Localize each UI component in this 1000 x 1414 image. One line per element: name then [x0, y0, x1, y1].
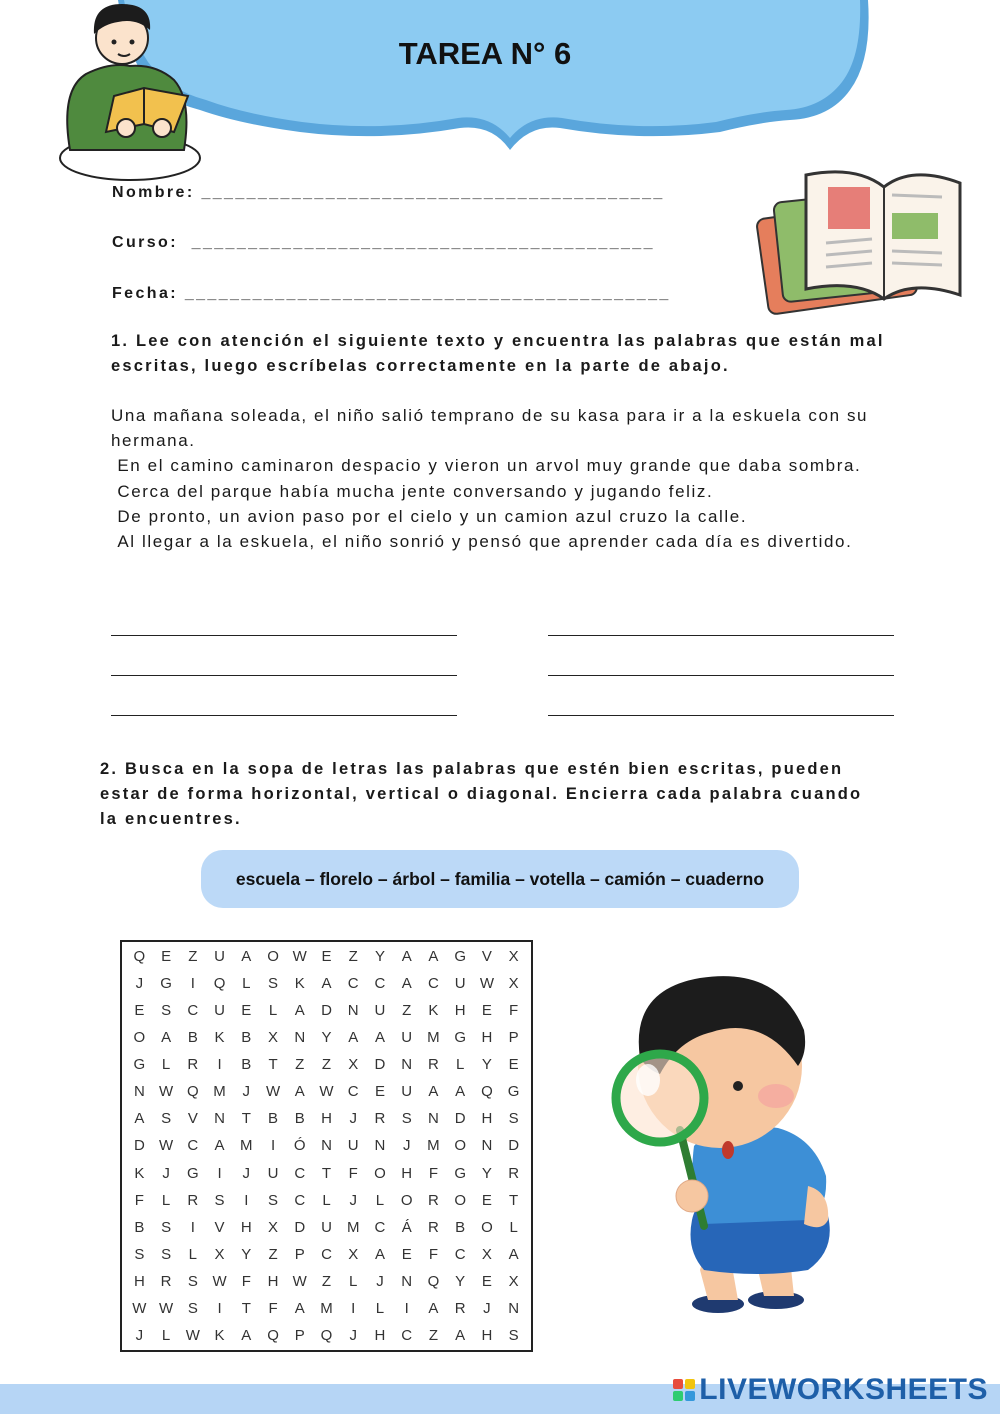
grid-letter[interactable]: H	[133, 1272, 145, 1290]
date-line[interactable]: ___________________________________________	[184, 285, 671, 302]
word-search-grid[interactable]	[120, 940, 533, 1352]
grid-letter[interactable]: H	[481, 1029, 493, 1047]
grid-letter[interactable]: Z	[321, 1272, 332, 1290]
grid-letter[interactable]: R	[187, 1056, 199, 1074]
grid-letter[interactable]: F	[134, 1191, 144, 1209]
grid-letter[interactable]: S	[187, 1272, 198, 1290]
grid-letter[interactable]: N	[321, 1137, 332, 1155]
grid-letter[interactable]: C	[187, 1002, 199, 1020]
grid-letter[interactable]: M	[213, 1083, 226, 1101]
grid-letter[interactable]: S	[268, 1191, 279, 1209]
answer-line[interactable]	[548, 675, 894, 676]
grid-letter[interactable]: C	[374, 1218, 386, 1236]
grid-letter[interactable]: M	[427, 1029, 440, 1047]
grid-letter[interactable]: A	[348, 1029, 359, 1047]
grid-letter[interactable]: S	[161, 1245, 172, 1263]
grid-letter[interactable]: W	[265, 1083, 281, 1101]
grid-letter[interactable]: H	[481, 1110, 493, 1128]
grid-letter[interactable]: B	[187, 1029, 198, 1047]
grid-letter[interactable]: M	[320, 1299, 333, 1317]
grid-letter[interactable]: H	[401, 1164, 413, 1182]
grid-letter[interactable]: S	[161, 1110, 172, 1128]
grid-letter[interactable]: U	[321, 1218, 332, 1236]
story-paragraph: En el camino caminaron despacio y vieron un arvol muy grande que daba sombra.	[111, 456, 862, 476]
grid-letter[interactable]: B	[294, 1110, 305, 1128]
grid-letter[interactable]: G	[507, 1083, 520, 1101]
grid-letter[interactable]: Z	[348, 948, 358, 966]
course-line[interactable]: _________________________________________	[191, 234, 655, 251]
grid-letter[interactable]: N	[347, 1002, 359, 1020]
grid-letter[interactable]: R	[508, 1164, 520, 1182]
grid-letter[interactable]: N	[294, 1029, 306, 1047]
grid-letter[interactable]: I	[351, 1299, 356, 1317]
grid-letter[interactable]: A	[374, 1029, 385, 1047]
grid-letter[interactable]: A	[161, 1029, 172, 1047]
grid-letter[interactable]: G	[454, 948, 466, 966]
grid-letter[interactable]: H	[374, 1326, 386, 1344]
grid-letter[interactable]: O	[481, 1218, 493, 1236]
grid-letter[interactable]: N	[133, 1083, 145, 1101]
grid-letter[interactable]: U	[401, 1083, 413, 1101]
liveworksheets-icon	[673, 1379, 695, 1401]
answer-line[interactable]	[111, 675, 457, 676]
grid-letter[interactable]: A	[428, 1083, 439, 1101]
grid-letter[interactable]: T	[241, 1110, 251, 1128]
grid-letter[interactable]: F	[241, 1272, 251, 1290]
grid-letter[interactable]: U	[267, 1164, 279, 1182]
grid-letter[interactable]: D	[454, 1110, 466, 1128]
grid-letter[interactable]: A	[321, 975, 332, 993]
grid-letter[interactable]: K	[214, 1029, 225, 1047]
answer-line[interactable]	[548, 715, 894, 716]
grid-letter[interactable]: Q	[213, 975, 226, 993]
grid-letter[interactable]: Y	[321, 1029, 332, 1047]
grid-letter[interactable]: H	[454, 1002, 466, 1020]
grid-letter[interactable]: P	[294, 1245, 305, 1263]
grid-letter[interactable]: N	[401, 1056, 413, 1074]
grid-letter[interactable]: E	[161, 948, 172, 966]
grid-letter[interactable]: F	[268, 1299, 278, 1317]
grid-letter[interactable]: B	[241, 1029, 252, 1047]
grid-letter[interactable]: M	[427, 1137, 440, 1155]
grid-letter[interactable]: Z	[295, 1056, 305, 1074]
grid-letter[interactable]: J	[242, 1164, 251, 1182]
grid-letter[interactable]: J	[135, 1326, 144, 1344]
grid-letter[interactable]: U	[214, 948, 225, 966]
grid-letter[interactable]: J	[483, 1299, 491, 1317]
grid-letter[interactable]: V	[214, 1218, 225, 1236]
grid-letter[interactable]: E	[401, 1245, 412, 1263]
grid-letter[interactable]: L	[161, 1326, 171, 1344]
grid-letter[interactable]: E	[321, 948, 332, 966]
grid-letter[interactable]: D	[321, 1002, 332, 1020]
grid-letter[interactable]: R	[374, 1110, 386, 1128]
course-label: Curso:	[112, 234, 192, 251]
grid-letter[interactable]: I	[190, 1218, 195, 1236]
date-field[interactable]	[112, 285, 671, 303]
grid-letter[interactable]: X	[268, 1029, 279, 1047]
name-line[interactable]: _________________________________________	[201, 184, 665, 201]
grid-letter[interactable]: X	[348, 1245, 359, 1263]
grid-letter[interactable]: S	[508, 1326, 519, 1344]
grid-letter[interactable]: L	[349, 1272, 358, 1290]
grid-letter[interactable]: C	[187, 1137, 199, 1155]
grid-letter[interactable]: A	[401, 975, 412, 993]
grid-letter[interactable]: N	[214, 1110, 225, 1128]
story-paragraph: De pronto, un avion paso por el cielo y un camion azul cruzo la calle.	[111, 506, 748, 526]
grid-letter[interactable]: A	[374, 1245, 385, 1263]
grid-letter[interactable]: S	[161, 1218, 172, 1236]
grid-letter[interactable]: E	[134, 1002, 145, 1020]
grid-letter[interactable]: J	[349, 1326, 357, 1344]
grid-letter[interactable]: V	[481, 948, 492, 966]
grid-letter[interactable]: S	[401, 1110, 412, 1128]
grid-letter[interactable]: A	[294, 1083, 305, 1101]
name-field[interactable]	[112, 184, 665, 202]
grid-letter[interactable]: O	[133, 1029, 146, 1047]
grid-letter[interactable]: B	[134, 1218, 145, 1236]
brand-logo[interactable]	[673, 1373, 988, 1407]
grid-letter[interactable]: B	[241, 1056, 252, 1074]
grid-letter[interactable]: Q	[427, 1272, 440, 1290]
grid-letter[interactable]: A	[455, 1083, 466, 1101]
grid-letter[interactable]: D	[133, 1137, 145, 1155]
grid-letter[interactable]: G	[454, 1029, 466, 1047]
answer-line[interactable]	[548, 635, 894, 636]
grid-letter[interactable]: A	[241, 1326, 252, 1344]
grid-letter[interactable]: U	[454, 975, 466, 993]
grid-letter[interactable]: D	[508, 1137, 520, 1155]
grid-letter[interactable]: C	[347, 1083, 359, 1101]
grid-letter[interactable]: Z	[402, 1002, 412, 1020]
grid-letter[interactable]: Q	[186, 1083, 199, 1101]
grid-letter[interactable]: Y	[455, 1272, 466, 1290]
grid-letter[interactable]: M	[240, 1137, 253, 1155]
grid-letter[interactable]: A	[455, 1326, 466, 1344]
grid-letter[interactable]: X	[508, 948, 519, 966]
grid-letter[interactable]: U	[401, 1029, 413, 1047]
grid-letter[interactable]: N	[374, 1137, 386, 1155]
grid-letter[interactable]: W	[292, 948, 307, 966]
grid-letter[interactable]: F	[509, 1002, 519, 1020]
grid-letter[interactable]: Z	[428, 1326, 439, 1344]
grid-letter[interactable]: X	[481, 1245, 492, 1263]
grid-letter[interactable]: R	[160, 1272, 172, 1290]
grid-letter[interactable]: I	[244, 1191, 249, 1209]
grid-letter[interactable]: P	[294, 1326, 305, 1344]
page-title: TAREA N° 6	[398, 36, 572, 71]
grid-letter[interactable]: H	[240, 1218, 252, 1236]
grid-letter[interactable]: F	[428, 1245, 439, 1263]
grid-letter[interactable]: A	[428, 1299, 439, 1317]
grid-letter[interactable]: A	[428, 948, 439, 966]
grid-letter[interactable]: J	[349, 1110, 357, 1128]
grid-letter[interactable]: Y	[241, 1245, 252, 1263]
grid-letter[interactable]: G	[160, 975, 172, 993]
grid-letter[interactable]: I	[217, 1299, 222, 1317]
grid-letter[interactable]: C	[321, 1245, 332, 1263]
grid-letter[interactable]: L	[375, 1191, 385, 1209]
story-paragraph: Una mañana soleada, el niño salió temprano de su kasa para ir a la eskuela con su hermana.	[111, 406, 875, 451]
boy-reading-illustration	[56, 0, 206, 185]
grid-letter[interactable]: L	[188, 1245, 197, 1263]
brand-name: LIVEWORKSHEETS	[699, 1373, 988, 1406]
word-bank	[201, 850, 799, 908]
grid-letter[interactable]: W	[185, 1326, 200, 1344]
grid-letter[interactable]: J	[242, 1083, 251, 1101]
grid-letter[interactable]: K	[134, 1164, 145, 1182]
grid-letter[interactable]: R	[428, 1218, 439, 1236]
answer-line[interactable]	[111, 635, 457, 636]
date-label: Fecha:	[112, 285, 185, 302]
grid-letter[interactable]: T	[321, 1164, 332, 1182]
grid-letter[interactable]: Y	[481, 1164, 492, 1182]
grid-letter[interactable]: O	[454, 1191, 466, 1209]
grid-letter[interactable]: L	[242, 975, 251, 993]
grid-letter[interactable]: U	[347, 1137, 359, 1155]
story-text	[111, 403, 911, 554]
grid-letter[interactable]: H	[321, 1110, 332, 1128]
grid-letter[interactable]: Z	[321, 1056, 332, 1074]
grid-letter[interactable]: I	[190, 975, 195, 993]
grid-letter[interactable]: C	[374, 975, 386, 993]
grid-letter[interactable]: G	[454, 1164, 466, 1182]
grid-letter[interactable]: W	[212, 1272, 227, 1290]
grid-letter[interactable]: X	[508, 975, 519, 993]
grid-letter[interactable]: W	[479, 975, 494, 993]
grid-letter[interactable]: C	[401, 1326, 413, 1344]
grid-letter[interactable]: Z	[188, 948, 198, 966]
grid-letter[interactable]: J	[402, 1137, 411, 1155]
grid-letter[interactable]: J	[135, 975, 144, 993]
grid-letter[interactable]: M	[346, 1218, 360, 1236]
grid-letter[interactable]: N	[428, 1110, 439, 1128]
grid-letter[interactable]: Y	[481, 1056, 492, 1074]
grid-letter[interactable]: S	[134, 1245, 145, 1263]
grid-letter[interactable]: Y	[374, 948, 385, 966]
grid-letter[interactable]: U	[214, 1002, 225, 1020]
grid-letter[interactable]: Z	[268, 1245, 278, 1263]
grid-letter[interactable]: L	[268, 1002, 278, 1020]
grid-letter[interactable]: R	[428, 1056, 439, 1074]
grid-letter[interactable]: L	[375, 1299, 385, 1317]
grid-letter[interactable]: K	[294, 975, 305, 993]
grid-letter[interactable]: J	[162, 1164, 170, 1182]
grid-letter[interactable]: H	[481, 1326, 493, 1344]
grid-letter[interactable]: Á	[401, 1218, 412, 1236]
word-bank-text: escuela – florelo – árbol – familia – votella – camión – cuaderno	[235, 868, 765, 889]
grid-letter[interactable]: K	[214, 1326, 225, 1344]
grid-letter[interactable]: T	[268, 1056, 278, 1074]
grid-letter[interactable]: N	[508, 1299, 520, 1317]
grid-letter[interactable]: E	[481, 1191, 492, 1209]
grid-letter[interactable]: A	[401, 948, 412, 966]
activity1-instruction: 1. Lee con atención el siguiente texto y encuentra las palabras que están mal escritas, luego escríbelas correctamente en la parte de abajo.	[111, 332, 885, 375]
grid-letter[interactable]: L	[509, 1218, 518, 1236]
grid-letter[interactable]: E	[241, 1002, 252, 1020]
grid-letter[interactable]: U	[374, 1002, 386, 1020]
grid-letter[interactable]: P	[508, 1029, 519, 1047]
grid-letter[interactable]: E	[374, 1083, 385, 1101]
grid-letter[interactable]: B	[455, 1218, 466, 1236]
grid-letter[interactable]: A	[214, 1137, 225, 1155]
grid-letter[interactable]: K	[428, 1002, 439, 1020]
grid-letter[interactable]: H	[267, 1272, 279, 1290]
grid-letter[interactable]: A	[134, 1110, 145, 1128]
grid-letter[interactable]: O	[454, 1137, 466, 1155]
grid-letter[interactable]: X	[214, 1245, 225, 1263]
grid-letter[interactable]: X	[348, 1056, 359, 1074]
answer-line[interactable]	[111, 715, 457, 716]
grid-letter[interactable]: Q	[481, 1083, 493, 1101]
story-paragraph: Al llegar a la eskuela, el niño sonrió y pensó que aprender cada día es divertido.	[111, 532, 853, 552]
grid-letter[interactable]: W	[159, 1299, 174, 1317]
grid-letter[interactable]: A	[294, 1002, 305, 1020]
grid-letter[interactable]: I	[270, 1137, 276, 1155]
grid-letter[interactable]: C	[294, 1191, 306, 1209]
grid-letter[interactable]: N	[401, 1272, 413, 1290]
boy-magnifier-illustration	[608, 970, 838, 1315]
grid-letter[interactable]: L	[161, 1056, 171, 1074]
grid-letter[interactable]: Q	[133, 948, 146, 966]
grid-letter[interactable]: N	[481, 1137, 493, 1155]
grid-letter[interactable]: X	[508, 1272, 519, 1290]
grid-letter[interactable]: D	[294, 1218, 306, 1236]
grid-letter[interactable]: W	[319, 1083, 334, 1101]
story-paragraph: Cerca del parque había mucha jente conversando y jugando feliz.	[111, 481, 714, 501]
grid-letter[interactable]: S	[268, 975, 279, 993]
grid-letter[interactable]: L	[455, 1056, 465, 1074]
grid-letter[interactable]: Q	[320, 1326, 333, 1344]
grid-letter[interactable]: R	[187, 1191, 199, 1209]
grid-letter[interactable]: S	[187, 1299, 198, 1317]
grid-letter[interactable]: G	[186, 1164, 199, 1182]
grid-letter[interactable]: W	[159, 1137, 174, 1155]
grid-letter[interactable]: E	[481, 1002, 492, 1020]
grid-letter[interactable]: J	[376, 1272, 384, 1290]
grid-letter[interactable]: A	[241, 948, 252, 966]
grid-letter[interactable]: J	[349, 1191, 357, 1209]
grid-letter[interactable]: X	[268, 1218, 279, 1236]
grid-letter[interactable]: C	[347, 975, 359, 993]
grid-letter[interactable]: V	[187, 1110, 198, 1128]
grid-letter[interactable]: W	[159, 1083, 174, 1101]
grid-letter[interactable]: Q	[267, 1326, 279, 1344]
grid-letter[interactable]: Ó	[293, 1137, 306, 1155]
grid-letter[interactable]: C	[454, 1245, 466, 1263]
grid-letter[interactable]: R	[454, 1299, 466, 1317]
grid-letter[interactable]: T	[509, 1191, 519, 1209]
name-label: Nombre:	[112, 184, 202, 201]
course-field[interactable]	[112, 234, 655, 252]
grid-letter[interactable]: S	[161, 1002, 172, 1020]
grid-letter[interactable]: A	[508, 1245, 519, 1263]
grid-letter[interactable]: C	[428, 975, 439, 993]
grid-letter[interactable]: W	[132, 1299, 147, 1317]
books-illustration	[756, 165, 966, 315]
grid-letter[interactable]: F	[428, 1164, 439, 1182]
grid-letter[interactable]: O	[267, 948, 279, 966]
grid-letter[interactable]: C	[294, 1164, 306, 1182]
grid-letter[interactable]: E	[508, 1056, 519, 1074]
grid-letter[interactable]: O	[400, 1191, 413, 1209]
grid-letter[interactable]: W	[292, 1272, 307, 1290]
grid-letter[interactable]: F	[348, 1164, 358, 1182]
grid-letter[interactable]: T	[241, 1299, 251, 1317]
grid-letter[interactable]: G	[133, 1056, 146, 1074]
grid-letter[interactable]: E	[481, 1272, 492, 1290]
grid-letter[interactable]: O	[374, 1164, 386, 1182]
grid-letter[interactable]: L	[161, 1191, 171, 1209]
grid-letter[interactable]: I	[217, 1164, 222, 1182]
grid-letter[interactable]: B	[268, 1110, 279, 1128]
grid-letter[interactable]: I	[217, 1056, 222, 1074]
grid-letter[interactable]: S	[214, 1191, 225, 1209]
grid-letter[interactable]: L	[322, 1191, 331, 1209]
grid-letter[interactable]: D	[374, 1056, 386, 1074]
grid-letter[interactable]: S	[508, 1110, 519, 1128]
grid-letter[interactable]: R	[428, 1191, 439, 1209]
activity2-instruction: 2. Busca en la sopa de letras las palabras que estén bien escritas, pueden estar de forma horizontal, vertical o diagonal. Encierra cada palabra cuando la encuentres.	[100, 760, 863, 828]
grid-letter[interactable]: A	[294, 1299, 305, 1317]
grid-letter[interactable]: I	[404, 1299, 409, 1317]
